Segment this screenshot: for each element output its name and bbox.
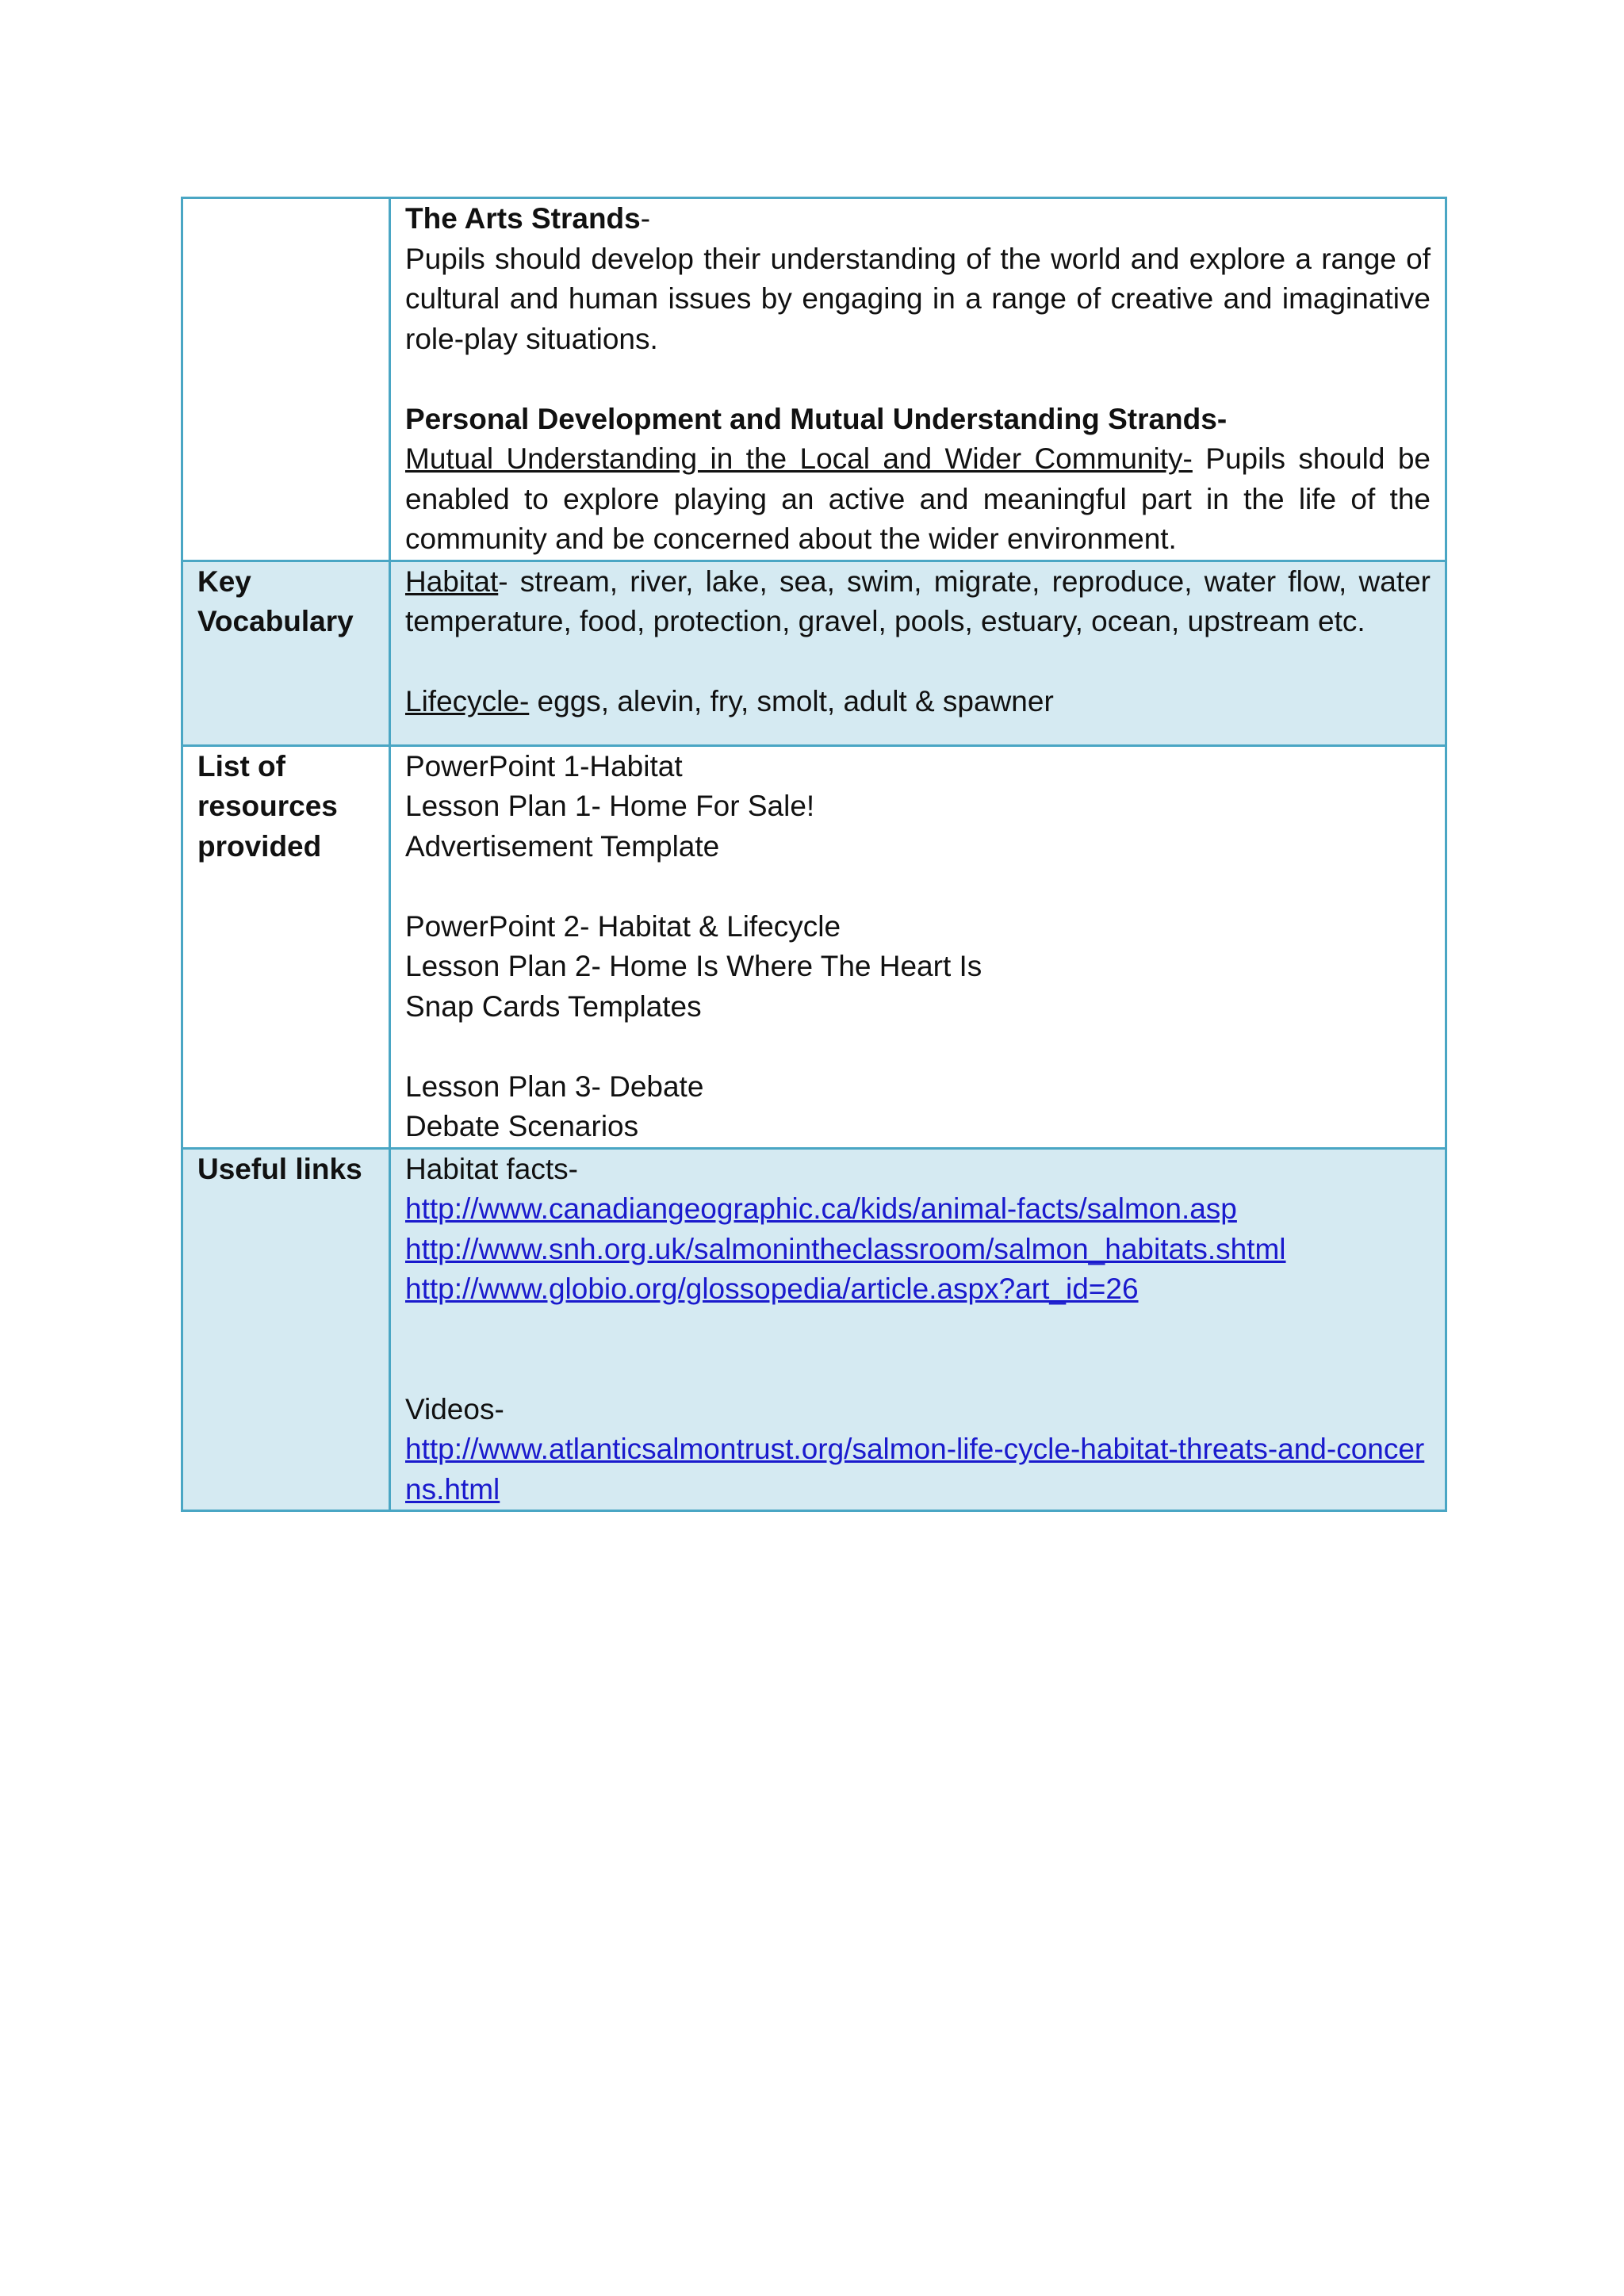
resource-item: Snap Cards Templates <box>405 989 702 1023</box>
pdmu-strands-paragraph <box>405 439 1431 560</box>
vocabulary-label-line1: Key <box>197 564 251 598</box>
strands-content-cell <box>390 198 1446 561</box>
resource-item: Lesson Plan 1- Home For Sale! <box>405 790 815 822</box>
resources-content-cell <box>390 745 1446 1148</box>
habitat-facts-link-snh[interactable]: http://www.snh.org.uk/salmonintheclassroom/salmon_habitats.shtml <box>405 1232 1286 1265</box>
resource-item: Lesson Plan 2- Home Is Where The Heart Is <box>405 950 982 982</box>
curriculum-table <box>181 197 1447 1512</box>
resources-label-cell <box>182 745 390 1148</box>
arts-strands-dash: - <box>640 202 651 235</box>
resource-item: PowerPoint 1-Habitat <box>405 749 683 783</box>
strands-label-cell <box>182 198 390 561</box>
habitat-facts-heading: Habitat facts- <box>405 1152 578 1185</box>
habitat-term: Habitat <box>405 564 499 598</box>
vocabulary-label-line2: Vocabulary <box>197 605 354 637</box>
links-row <box>182 1148 1446 1511</box>
resources-label-line3: provided <box>197 829 322 863</box>
videos-link-atlanticsalmontrust[interactable]: http://www.atlanticsalmontrust.org/salmon-life-cycle-habitat-threats-and-concerns.html <box>405 1433 1425 1506</box>
resource-item: PowerPoint 2- Habitat & Lifecycle <box>405 909 841 943</box>
lifecycle-words: eggs, alevin, fry, smolt, adult & spawner <box>529 685 1054 718</box>
resources-label-line2: resources <box>197 790 338 822</box>
links-label-cell: Useful links <box>182 1148 390 1511</box>
resource-item: Advertisement Template <box>405 829 720 863</box>
mutual-understanding-subheading: Mutual Understanding in the Local and Wider Community- <box>405 442 1193 475</box>
pdmu-strands-text: Pupils should be enabled to explore playing an active and meaningful part in the life of the community and be concerned about the wider environment. <box>405 442 1431 555</box>
videos-heading: Videos- <box>405 1392 504 1425</box>
lifecycle-vocabulary <box>405 682 1431 722</box>
vocabulary-row <box>182 561 1446 745</box>
vocabulary-label-cell <box>182 561 390 745</box>
resources-row <box>182 745 1446 1148</box>
habitat-words: - stream, river, lake, sea, swim, migrate, reproduce, water flow, water temperature, food, protection, gravel, pools, estuary, ocean, upstream etc. <box>405 564 1431 637</box>
arts-strands-title: The Arts Strands <box>405 202 641 235</box>
lifecycle-term: Lifecycle- <box>405 685 530 718</box>
arts-strands-heading <box>405 199 1431 239</box>
habitat-facts-link-globio[interactable]: http://www.globio.org/glossopedia/article.aspx?art_id=26 <box>405 1272 1139 1305</box>
strands-row <box>182 198 1446 561</box>
pdmu-strands-heading: Personal Development and Mutual Understanding Strands- <box>405 402 1228 435</box>
habitat-vocabulary <box>405 562 1431 642</box>
arts-strands-text: Pupils should develop their understanding of the world and explore a range of cultural and human issues by engaging in a range of creative and imaginative role-play situations. <box>405 242 1431 355</box>
habitat-facts-link-canadiangeographic[interactable]: http://www.canadiangeographic.ca/kids/animal-facts/salmon.asp <box>405 1192 1237 1225</box>
resource-item: Lesson Plan 3- Debate <box>405 1070 704 1103</box>
resource-item: Debate Scenarios <box>405 1110 639 1142</box>
links-content-cell <box>390 1148 1446 1511</box>
vocabulary-content-cell <box>390 561 1446 745</box>
resources-label-line1: List of <box>197 749 285 783</box>
